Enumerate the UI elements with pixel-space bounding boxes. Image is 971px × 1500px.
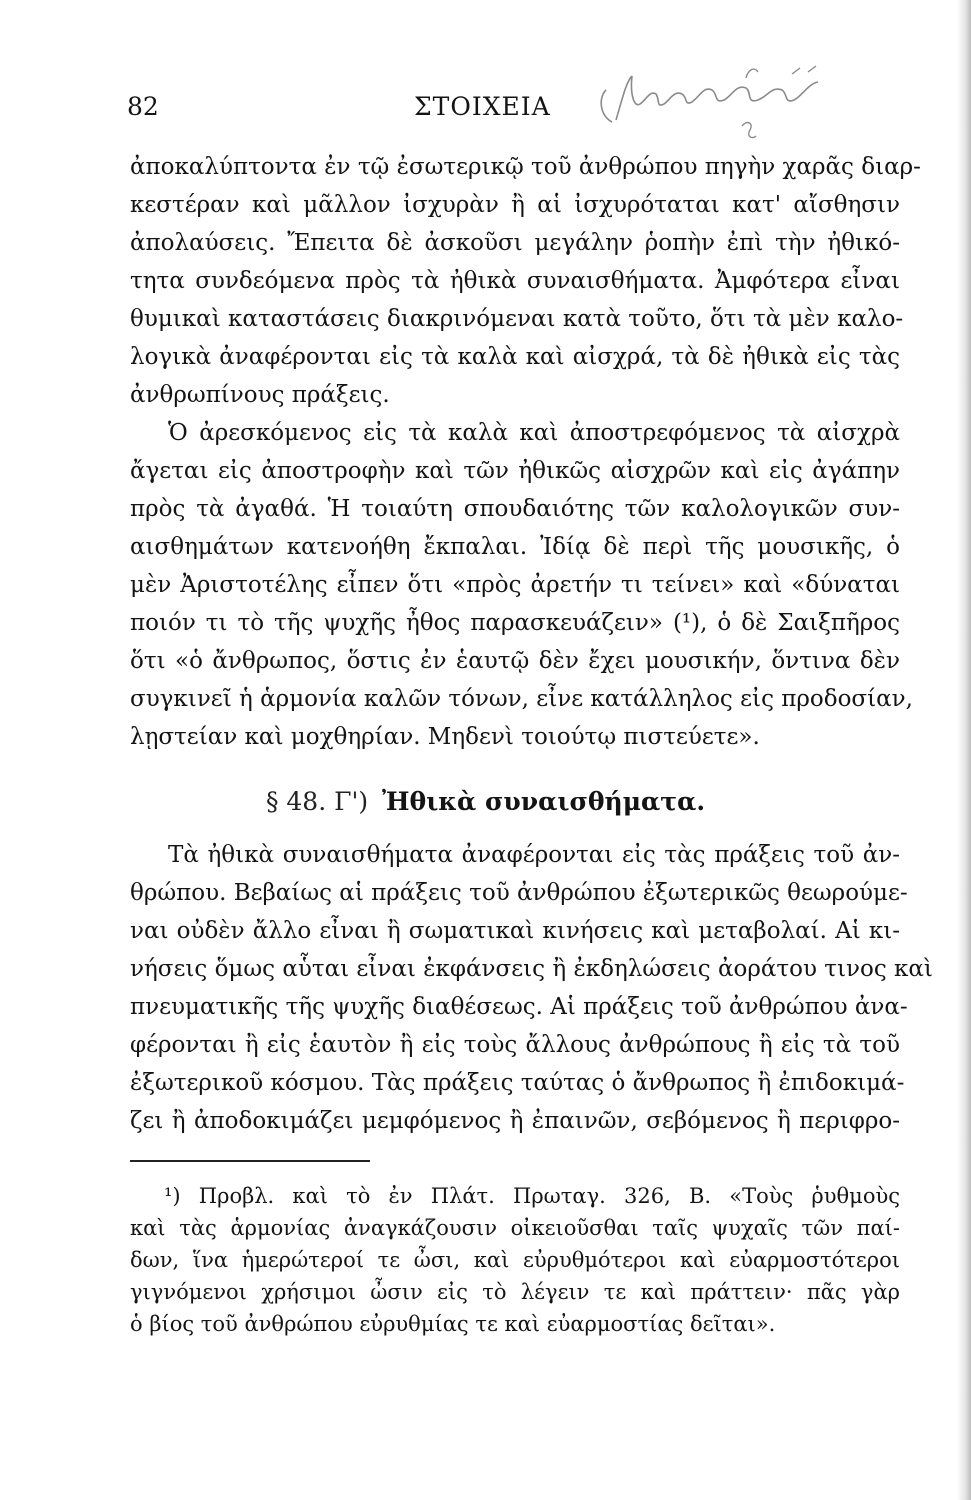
text-line: Ὁ ἀρεσκόμενος εἰς τὰ καλὰ καὶ ἀποστρεφόμενος τὰ αἰσχρὰ bbox=[168, 420, 900, 446]
text-line: ἀπολαύσεις. Ἔπειτα δὲ ἀσκοῦσι μεγάλην ῥοπὴν ἐπὶ τὴν ἠθικό- bbox=[130, 230, 900, 256]
text-line: ναι οὐδὲν ἄλλο εἶναι ἢ σωματικαὶ κινήσεις καὶ μεταβολαί. Αἱ κι- bbox=[130, 918, 900, 944]
footnote-line: ὁ βίος τοῦ ἀνθρώπου εὐρυθμίας τε καὶ εὐαρμοστίας δεῖται». bbox=[130, 1312, 776, 1336]
section-title: Ἠθικὰ συναισθήματα. bbox=[382, 787, 706, 816]
text-line: πρὸς τὰ ἀγαθά. Ἡ τοιαύτη σπουδαιότης τῶν καλολογικῶν συν- bbox=[130, 496, 900, 522]
text-line: τητα συνδεόμενα πρὸς τὰ ἠθικὰ συναισθήματα. Ἀμφότερα εἶναι bbox=[130, 268, 900, 294]
text-line: θρώπου. Βεβαίως αἱ πράξεις τοῦ ἀνθρώπου ἐξωτερικῶς θεωρούμε- bbox=[130, 880, 908, 906]
text-line: θυμικαὶ καταστάσεις διακρινόμεναι κατὰ τοῦτο, ὅτι τὰ μὲν καλο- bbox=[130, 306, 904, 332]
text-line: μὲν Ἀριστοτέλης εἶπεν ὅτι «πρὸς ἀρετήν τι τείνει» καὶ «δύναται bbox=[130, 572, 900, 598]
footnote-line: γιγνόμενοι χρήσιμοι ὦσιν εἰς τὸ λέγειν τε καὶ πράττειν· πᾶς γὰρ bbox=[130, 1280, 900, 1304]
text-line: κεστέραν καὶ μᾶλλον ἰσχυρὰν ἢ αἱ ἰσχυρόταται κατ' αἴσθησιν bbox=[130, 192, 900, 218]
text-line: συγκινεῖ ἡ ἁρμονία καλῶν τόνων, εἶνε κατάλληλος εἰς προδοσίαν, bbox=[130, 686, 913, 712]
text-line: ἀποκαλύπτοντα ἐν τῷ ἐσωτερικῷ τοῦ ἀνθρώπου πηγὴν χαρᾶς διαρ- bbox=[130, 154, 921, 180]
handwritten-annotation bbox=[596, 60, 836, 148]
page-number: 82 bbox=[127, 92, 159, 121]
page-header bbox=[0, 86, 971, 136]
footnote-line: δων, ἵνα ἡμερώτεροί τε ὦσι, καὶ εὐρυθμότεροι καὶ εὐαρμοστότεροι bbox=[130, 1248, 900, 1272]
footnote-divider bbox=[130, 1160, 370, 1162]
text-line: φέρονται ἢ εἰς ἑαυτὸν ἢ εἰς τοὺς ἄλλους ἀνθρώπους ἢ εἰς τὰ τοῦ bbox=[130, 1032, 900, 1058]
text-line: αισθημάτων κατενοήθη ἔκπαλαι. Ἰδίᾳ δὲ περὶ τῆς μουσικῆς, ὁ bbox=[130, 534, 900, 560]
text-line: ζει ἢ ἀποδοκιμάζει μεμφόμενος ἢ ἐπαινῶν, σεβόμενος ἢ περιφρο- bbox=[130, 1108, 900, 1134]
text-line: νήσεις ὅμως αὗται εἶναι ἐκφάνσεις ἢ ἐκδηλώσεις ἀοράτου τινος καὶ bbox=[130, 956, 933, 982]
text-line: πνευματικῆς τῆς ψυχῆς διαθέσεως. Αἱ πράξεις τοῦ ἀνθρώπου ἀνα- bbox=[130, 994, 908, 1020]
section-number: § 48. Γ') bbox=[265, 787, 369, 816]
text-line: ἄγεται εἰς ἀποστροφὴν καὶ τῶν ἠθικῶς αἰσχρῶν καὶ εἰς ἀγάπην bbox=[130, 458, 900, 484]
text-line: ὅτι «ὁ ἄνθρωπος, ὅστις ἐν ἑαυτῷ δὲν ἔχει μουσικήν, ὅντινα δὲν bbox=[130, 648, 900, 674]
running-title: ΣΤΟΙΧΕΙΑ bbox=[414, 92, 551, 121]
text-line: ἀνθρωπίνους πράξεις. bbox=[130, 382, 390, 408]
footnote-line: ¹) Προβλ. καὶ τὸ ἐν Πλάτ. Πρωταγ. 326, Β. «Τοὺς ῥυθμοὺς bbox=[164, 1184, 900, 1208]
text-line: ἐξωτερικοῦ κόσμου. Τὰς πράξεις ταύτας ὁ ἄνθρωπος ἢ ἐπιδοκιμά- bbox=[130, 1070, 905, 1096]
text-line: Τὰ ἠθικὰ συναισθήματα ἀναφέρονται εἰς τὰς πράξεις τοῦ ἀν- bbox=[168, 842, 900, 868]
text-line: λῃστείαν καὶ μοχθηρίαν. Μηδενὶ τοιούτῳ πιστεύετε». bbox=[130, 724, 760, 750]
footnote-line: καὶ τὰς ἁρμονίας ἀναγκάζουσιν οἰκειοῦσθαι ταῖς ψυχαῖς τῶν παί- bbox=[130, 1216, 900, 1240]
section-heading bbox=[0, 782, 971, 822]
page-edge-shadow bbox=[957, 0, 971, 1500]
text-line: ποιόν τι τὸ τῆς ψυχῆς ἦθος παρασκευάζειν» (¹), ὁ δὲ Σαιξπῆρος bbox=[130, 610, 900, 636]
text-line: λογικὰ ἀναφέρονται εἰς τὰ καλὰ καὶ αἰσχρά, τὰ δὲ ἠθικὰ εἰς τὰς bbox=[130, 344, 900, 370]
